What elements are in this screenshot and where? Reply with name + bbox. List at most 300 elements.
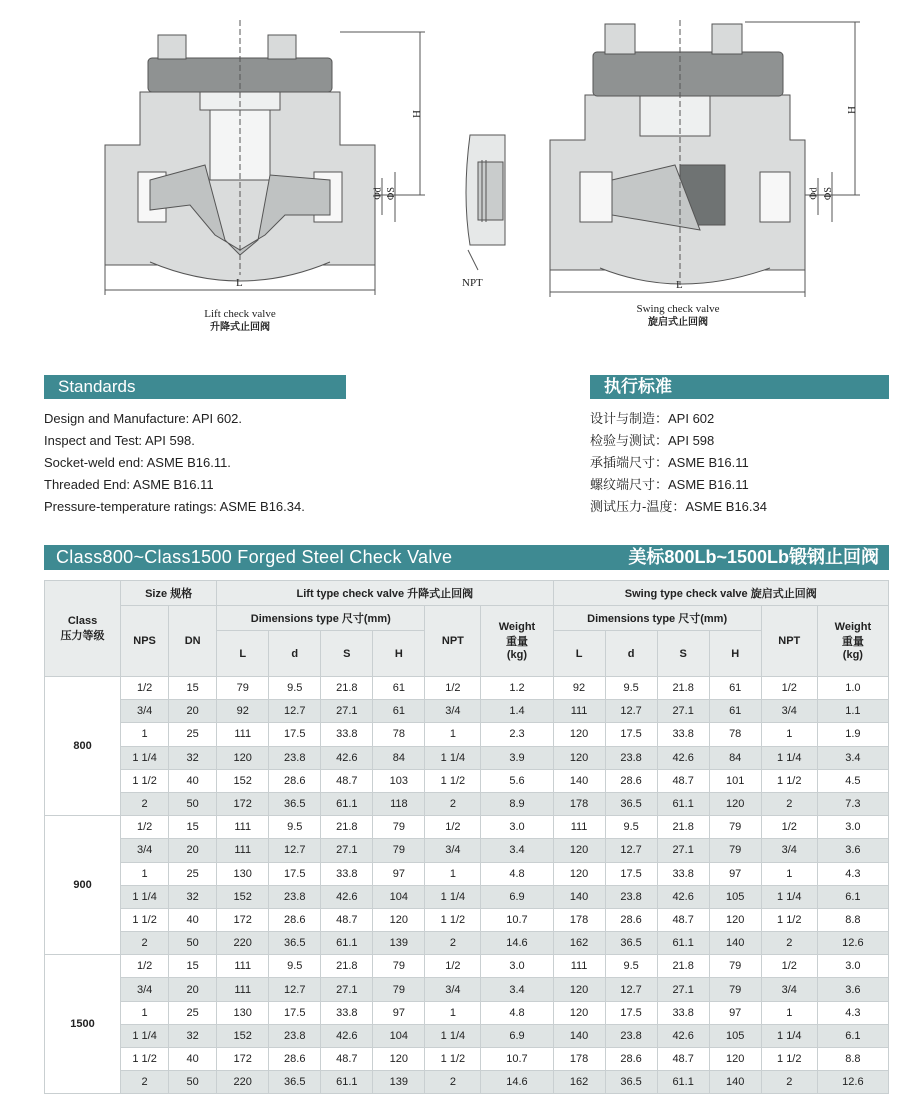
table-cell: 32 [169,885,217,908]
table-cell: 4.3 [817,862,888,885]
lift-caption-en: Lift check valve [204,308,276,320]
table-cell: 12.6 [817,1071,888,1094]
table-cell: 36.5 [269,792,321,815]
lift-dim-L: L [236,277,243,289]
swing-S-header: S [657,631,709,677]
table-cell: 1 1/2 [121,908,169,931]
table-cell: 79 [373,978,425,1001]
table-cell: 42.6 [657,746,709,769]
table-row [45,1024,889,1047]
table-cell: 172 [217,792,269,815]
nps-header: NPS [121,606,169,677]
table-cell: 9.5 [269,677,321,700]
standards-en-header: Standards [44,375,346,399]
table-row [45,723,889,746]
table-cell: 23.8 [269,746,321,769]
table-cell: 1.1 [817,700,888,723]
table-cell: 33.8 [657,723,709,746]
table-cell: 23.8 [605,885,657,908]
table-cell: 8.8 [817,908,888,931]
lift-type-header: Lift type check valve 升降式止回阀 [217,581,553,606]
table-cell: 15 [169,816,217,839]
table-row [45,1071,889,1094]
lift-dim-H: H [410,110,423,118]
spec-table-body [45,677,889,1094]
table-cell: 2 [761,1071,817,1094]
table-cell: 61 [373,677,425,700]
standards-zh-item: 承插端尺寸：ASME B16.11 [590,455,749,470]
table-cell: 120 [373,908,425,931]
table-cell: 111 [217,839,269,862]
table-cell: 12.7 [269,839,321,862]
table-cell: 14.6 [481,1071,553,1094]
table-cell: 27.1 [657,978,709,1001]
table-cell: 20 [169,700,217,723]
standards-zh-item: 测试压力-温度：ASME B16.34 [590,499,767,514]
table-cell: 33.8 [321,723,373,746]
table-cell: 61.1 [657,1071,709,1094]
class-cell: 1500 [45,955,121,1094]
table-cell: 120 [553,723,605,746]
class-header [45,581,121,677]
table-cell: 61 [373,700,425,723]
table-cell: 3/4 [425,978,481,1001]
table-cell: 17.5 [269,723,321,746]
lift-weight-header [481,606,553,677]
table-cell: 1 1/4 [121,746,169,769]
table-row [45,677,889,700]
table-cell: 1 1/2 [761,1048,817,1071]
table-cell: 1/2 [121,955,169,978]
table-row [45,839,889,862]
table-cell: 28.6 [269,908,321,931]
class-header-zh: 压力等级 [60,629,105,642]
table-row [45,816,889,839]
table-cell: 1 [425,723,481,746]
table-cell: 1/2 [761,677,817,700]
table-cell: 6.1 [817,1024,888,1047]
table-cell: 3.0 [817,816,888,839]
weight-en: Weight [498,621,536,633]
table-cell: 42.6 [321,746,373,769]
table-cell: 17.5 [605,1001,657,1024]
table-cell: 92 [553,677,605,700]
table-cell: 61 [709,677,761,700]
table-row [45,932,889,955]
weight-unit: (kg) [842,649,863,661]
table-cell: 1/2 [121,677,169,700]
table-cell: 61.1 [321,792,373,815]
table-cell: 79 [217,677,269,700]
class-cell: 800 [45,677,121,816]
table-cell: 4.8 [481,862,553,885]
table-cell: 12.7 [269,978,321,1001]
table-cell: 50 [169,1071,217,1094]
table-cell: 120 [709,908,761,931]
table-cell: 9.5 [269,816,321,839]
table-cell: 111 [553,955,605,978]
table-cell: 61.1 [321,932,373,955]
table-cell: 21.8 [657,955,709,978]
table-row [45,1048,889,1071]
table-row [45,746,889,769]
table-cell: 36.5 [269,932,321,955]
table-row [45,978,889,1001]
table-cell: 12.7 [605,978,657,1001]
table-cell: 2 [761,932,817,955]
table-cell: 9.5 [605,677,657,700]
table-cell: 1/2 [425,677,481,700]
table-cell: 178 [553,908,605,931]
table-cell: 105 [709,1024,761,1047]
table-cell: 105 [709,885,761,908]
table-cell: 3/4 [121,700,169,723]
lift-dim-S: ΦS [385,187,397,200]
table-cell: 1 1/2 [121,1048,169,1071]
table-cell: 61 [709,700,761,723]
table-cell: 3.4 [481,978,553,1001]
class-header-en: Class [67,614,98,627]
table-cell: 2 [121,932,169,955]
table-cell: 1 1/4 [761,746,817,769]
table-cell: 79 [709,978,761,1001]
table-cell: 12.7 [605,839,657,862]
table-cell: 33.8 [657,1001,709,1024]
table-cell: 111 [553,700,605,723]
table-cell: 33.8 [657,862,709,885]
lift-caption [170,308,310,334]
lift-S-header: S [321,631,373,677]
table-cell: 111 [217,816,269,839]
table-cell: 1 1/4 [761,885,817,908]
table-cell: 25 [169,1001,217,1024]
class-cell: 900 [45,816,121,955]
table-cell: 84 [709,746,761,769]
table-cell: 78 [373,723,425,746]
swing-d-header: d [605,631,657,677]
table-cell: 1 [425,1001,481,1024]
table-cell: 1 1/4 [425,885,481,908]
table-cell: 140 [709,1071,761,1094]
table-cell: 1 [121,862,169,885]
table-cell: 12.6 [817,932,888,955]
table-cell: 79 [709,955,761,978]
table-cell: 15 [169,955,217,978]
table-cell: 28.6 [605,908,657,931]
table-cell: 6.9 [481,885,553,908]
table-cell: 28.6 [269,1048,321,1071]
table-cell: 101 [709,769,761,792]
table-cell: 1 1/2 [761,908,817,931]
table-cell: 104 [373,1024,425,1047]
table-cell: 42.6 [321,885,373,908]
table-cell: 33.8 [321,1001,373,1024]
table-cell: 27.1 [321,978,373,1001]
weight-en: Weight [834,621,872,633]
table-cell: 17.5 [269,862,321,885]
table-cell: 27.1 [321,700,373,723]
table-cell: 162 [553,932,605,955]
table-cell: 25 [169,862,217,885]
table-cell: 9.5 [269,955,321,978]
swing-caption [608,303,748,329]
table-cell: 139 [373,932,425,955]
table-cell: 36.5 [605,932,657,955]
table-cell: 130 [217,862,269,885]
dn-header: DN [169,606,217,677]
table-cell: 28.6 [605,769,657,792]
table-cell: 97 [373,1001,425,1024]
table-cell: 1 1/2 [425,908,481,931]
table-cell: 3/4 [761,839,817,862]
table-cell: 118 [373,792,425,815]
table-cell: 1 1/2 [425,1048,481,1071]
standards-zh-item: 检验与测试：API 598 [590,433,715,448]
table-cell: 50 [169,932,217,955]
table-cell: 40 [169,908,217,931]
table-cell: 9.5 [605,816,657,839]
swing-check-valve-drawing [550,20,860,297]
table-cell: 1/2 [761,955,817,978]
table-row [45,769,889,792]
table-cell: 23.8 [605,1024,657,1047]
standards-zh-item: 设计与制造：API 602 [590,411,715,426]
table-cell: 120 [553,1001,605,1024]
table-cell: 1.9 [817,723,888,746]
table-cell: 3.0 [481,816,553,839]
table-cell: 28.6 [269,769,321,792]
table-cell: 1.2 [481,677,553,700]
table-cell: 20 [169,839,217,862]
table-cell: 152 [217,885,269,908]
table-cell: 79 [709,839,761,862]
size-header: Size 规格 [121,581,217,606]
table-row [45,700,889,723]
table-cell: 1.4 [481,700,553,723]
table-title-bar [44,545,889,570]
swing-dim-S: ΦS [822,187,834,200]
table-cell: 120 [553,978,605,1001]
table-cell: 3/4 [761,978,817,1001]
table-row [45,792,889,815]
table-cell: 111 [217,978,269,1001]
table-cell: 1 [121,1001,169,1024]
table-cell: 36.5 [605,1071,657,1094]
table-cell: 97 [709,862,761,885]
table-cell: 2 [425,792,481,815]
table-cell: 17.5 [605,862,657,885]
table-cell: 28.6 [605,1048,657,1071]
table-cell: 8.9 [481,792,553,815]
table-row [45,1001,889,1024]
swing-dim-H: H [845,106,858,114]
table-cell: 140 [553,885,605,908]
table-cell: 92 [217,700,269,723]
table-cell: 2 [121,1071,169,1094]
table-cell: 50 [169,792,217,815]
table-cell: 3/4 [425,700,481,723]
table-cell: 178 [553,792,605,815]
table-cell: 61.1 [321,1071,373,1094]
table-cell: 17.5 [269,1001,321,1024]
table-cell: 61.1 [657,792,709,815]
table-cell: 1/2 [121,816,169,839]
valve-spec-table [44,580,889,1094]
standards-zh-header: 执行标准 [590,375,889,399]
lift-check-valve-drawing [105,20,425,295]
table-cell: 1 [761,723,817,746]
table-cell: 14.6 [481,932,553,955]
standards-en-item: Socket-weld end: ASME B16.11. [44,455,231,470]
table-cell: 139 [373,1071,425,1094]
table-cell: 1/2 [425,816,481,839]
table-cell: 130 [217,1001,269,1024]
table-cell: 6.1 [817,885,888,908]
table-cell: 172 [217,1048,269,1071]
table-cell: 27.1 [321,839,373,862]
table-cell: 152 [217,1024,269,1047]
table-cell: 3.9 [481,746,553,769]
table-cell: 84 [373,746,425,769]
table-cell: 3.0 [481,955,553,978]
table-cell: 1 1/4 [425,746,481,769]
table-cell: 21.8 [321,816,373,839]
valve-drawings [0,0,920,340]
table-cell: 21.8 [321,677,373,700]
table-cell: 27.1 [657,839,709,862]
table-cell: 48.7 [657,769,709,792]
table-cell: 79 [709,816,761,839]
table-cell: 4.3 [817,1001,888,1024]
table-cell: 78 [709,723,761,746]
lift-caption-zh: 升降式止回阀 [210,322,270,333]
table-cell: 1.0 [817,677,888,700]
table-cell: 36.5 [269,1071,321,1094]
table-cell: 162 [553,1071,605,1094]
table-cell: 4.8 [481,1001,553,1024]
table-cell: 1 [761,1001,817,1024]
table-cell: 97 [373,862,425,885]
swing-type-header: Swing type check valve 旋启式止回阀 [553,581,888,606]
table-cell: 2 [425,1071,481,1094]
table-row [45,955,889,978]
table-cell: 12.7 [605,700,657,723]
npt-thread-detail-drawing [466,135,505,270]
table-cell: 120 [709,792,761,815]
table-cell: 48.7 [321,769,373,792]
table-cell: 8.8 [817,1048,888,1071]
table-cell: 3.4 [817,746,888,769]
table-cell: 111 [553,816,605,839]
table-cell: 1 1/4 [121,885,169,908]
table-cell: 48.7 [657,908,709,931]
table-cell: 5.6 [481,769,553,792]
table-cell: 120 [553,746,605,769]
table-cell: 1 1/4 [425,1024,481,1047]
table-cell: 1 1/4 [761,1024,817,1047]
standards-zh-item: 螺纹端尺寸：ASME B16.11 [590,477,749,492]
swing-dim-L: L [676,279,683,291]
table-cell: 3/4 [121,839,169,862]
table-cell: 152 [217,769,269,792]
table-cell: 3/4 [121,978,169,1001]
table-cell: 79 [373,839,425,862]
lift-L-header: L [217,631,269,677]
swing-H-header: H [709,631,761,677]
standards-zh-list [590,408,767,518]
table-cell: 120 [373,1048,425,1071]
weight-zh: 重量 [841,636,864,648]
table-cell: 111 [217,955,269,978]
table-cell: 3/4 [425,839,481,862]
table-cell: 220 [217,1071,269,1094]
standards-en-list [44,408,305,518]
table-cell: 3.6 [817,978,888,1001]
table-cell: 97 [709,1001,761,1024]
table-cell: 21.8 [321,955,373,978]
swing-dims-header: Dimensions type 尺寸(mm) [553,606,761,631]
table-cell: 140 [553,1024,605,1047]
table-cell: 2 [761,792,817,815]
table-cell: 40 [169,1048,217,1071]
table-cell: 15 [169,677,217,700]
standards-en-item: Threaded End: ASME B16.11 [44,477,214,492]
table-cell: 21.8 [657,816,709,839]
table-cell: 48.7 [321,908,373,931]
swing-npt-header: NPT [761,606,817,677]
lift-npt-header: NPT [425,606,481,677]
table-cell: 21.8 [657,677,709,700]
npt-label: NPT [462,277,483,289]
table-cell: 79 [373,955,425,978]
table-cell: 12.7 [269,700,321,723]
table-cell: 42.6 [657,1024,709,1047]
table-cell: 1 1/2 [761,769,817,792]
table-cell: 3.0 [817,955,888,978]
table-title-zh: 美标800Lb~1500Lb锻钢止回阀 [628,547,879,567]
table-cell: 48.7 [321,1048,373,1071]
lift-H-header: H [373,631,425,677]
table-row [45,862,889,885]
table-cell: 103 [373,769,425,792]
table-cell: 2 [425,932,481,955]
table-cell: 2 [121,792,169,815]
swing-caption-zh: 旋启式止回阀 [648,317,708,328]
lift-dim-d: Φd [372,187,384,200]
table-cell: 220 [217,932,269,955]
weight-unit: (kg) [506,649,528,661]
table-cell: 10.7 [481,908,553,931]
table-cell: 20 [169,978,217,1001]
table-cell: 3.4 [481,839,553,862]
table-cell: 42.6 [321,1024,373,1047]
swing-weight-header [817,606,888,677]
table-cell: 23.8 [605,746,657,769]
table-cell: 7.3 [817,792,888,815]
table-cell: 61.1 [657,932,709,955]
table-cell: 104 [373,885,425,908]
table-cell: 1 [761,862,817,885]
table-title-en: Class800~Class1500 Forged Steel Check Valve [56,547,453,567]
table-cell: 33.8 [321,862,373,885]
table-cell: 23.8 [269,1024,321,1047]
table-cell: 40 [169,769,217,792]
table-cell: 1/2 [761,816,817,839]
standards-en-item: Pressure-temperature ratings: ASME B16.34. [44,499,305,514]
table-cell: 32 [169,746,217,769]
table-cell: 2.3 [481,723,553,746]
table-cell: 140 [553,769,605,792]
